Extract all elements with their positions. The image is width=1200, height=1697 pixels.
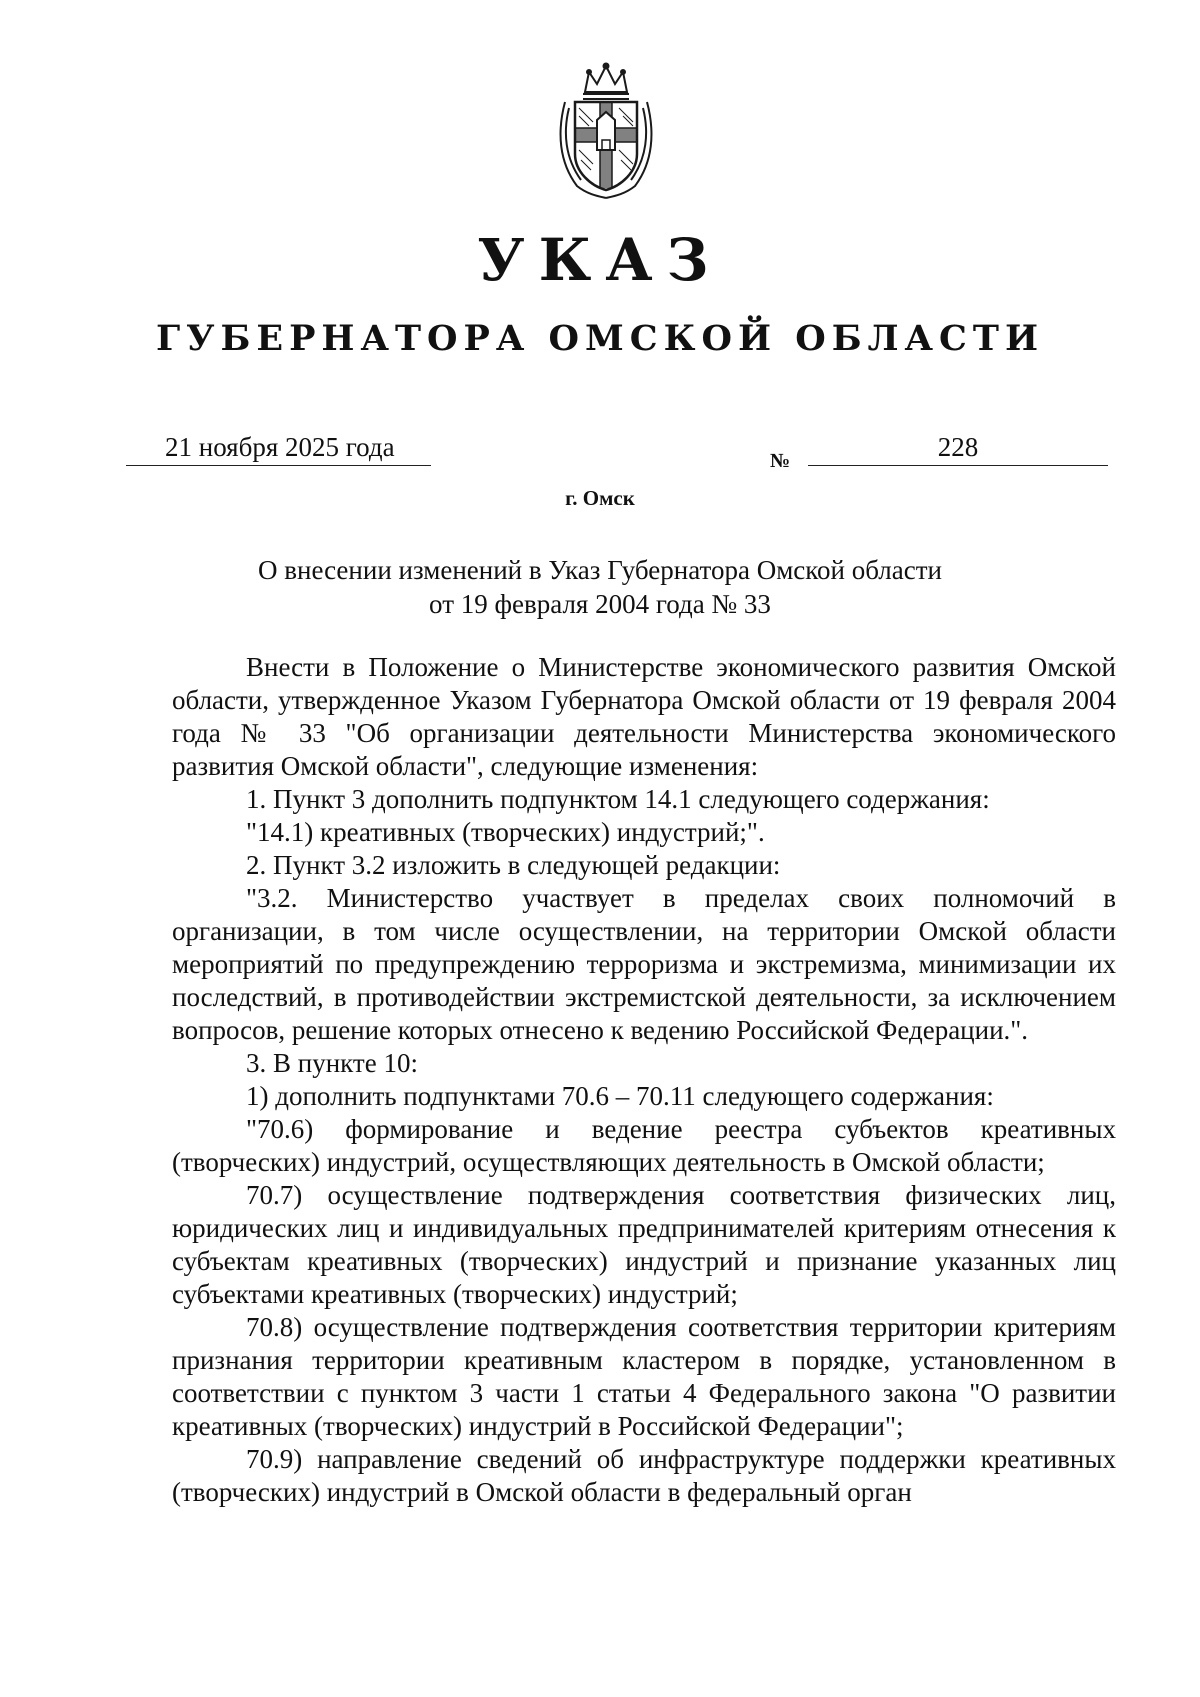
body-paragraph: "70.6) формирование и ведение реестра субъектов креативных (творческих) индустрий, осуществляющих деятельность в Омской области; <box>172 1114 1116 1177</box>
body-paragraph: "3.2. Министерство участвует в пределах своих полномочий в организации, в том числе осуществлении, на территории Омской области мероприятий по предупреждению терроризма и экстремизма, минимизации их последствий, в противодействии экстремистской деятельности, за исключением вопросов, решение которых отнесено к ведению Российской Федерации.". <box>172 883 1116 1045</box>
number-sign: № <box>770 450 791 472</box>
body-paragraph: "14.1) креативных (творческих) индустрий;". <box>246 817 765 847</box>
decree-body <box>172 651 1116 1509</box>
body-paragraph: Внести в Положение о Министерстве экономического развития Омской области, утвержденное Указом Губернатора Омской области от 19 февраля 2004 года № 33 "Об организации деятельности Министерства экономического развития Омской области", следующие изменения: <box>172 652 1116 781</box>
body-paragraph: 2. Пункт 3.2 изложить в следующей редакции: <box>246 850 781 880</box>
decree-number: 228 <box>937 432 979 462</box>
document-title: УКАЗ <box>477 226 723 294</box>
number-underline <box>808 465 1108 466</box>
body-paragraph: 70.7) осуществление подтверждения соответствия физических лиц, юридических лиц и индивидуальных предпринимателей критериям отнесения к субъектам креативных (творческих) индустрий и признание указанных лиц субъектами креативных (творческих) индустрий; <box>172 1180 1116 1309</box>
subject-line-1: О внесении изменений в Указ Губернатора Омской области <box>258 555 942 585</box>
document-issuer: ГУБЕРНАТОРА ОМСКОЙ ОБЛАСТИ <box>155 318 1045 359</box>
body-paragraph: 3. В пункте 10: <box>246 1048 418 1078</box>
decree-subject <box>0 553 1200 621</box>
decree-date: 21 ноября 2025 года <box>165 432 395 462</box>
body-paragraph: 70.8) осуществление подтверждения соответствия территории критериям признания территории креативным кластером в порядке, установленном в соответствии с пунктом 3 части 1 статьи 4 Федерального закона "О развитии креативных (творческих) индустрий в Российской Федерации"; <box>172 1312 1116 1441</box>
body-paragraph: 1. Пункт 3 дополнить подпунктом 14.1 следующего содержания: <box>246 784 990 814</box>
subject-line-2: от 19 февраля 2004 года № 33 <box>429 589 771 619</box>
date-underline <box>126 465 431 466</box>
body-paragraph: 70.9) направление сведений об инфраструктуре поддержки креативных (творческих) индустрий в Омской области в федеральный орган <box>172 1444 1116 1507</box>
issue-city: г. Омск <box>565 486 635 510</box>
coat-of-arms-emblem <box>555 62 657 200</box>
body-paragraph: 1) дополнить подпунктами 70.6 – 70.11 следующего содержания: <box>246 1081 994 1111</box>
